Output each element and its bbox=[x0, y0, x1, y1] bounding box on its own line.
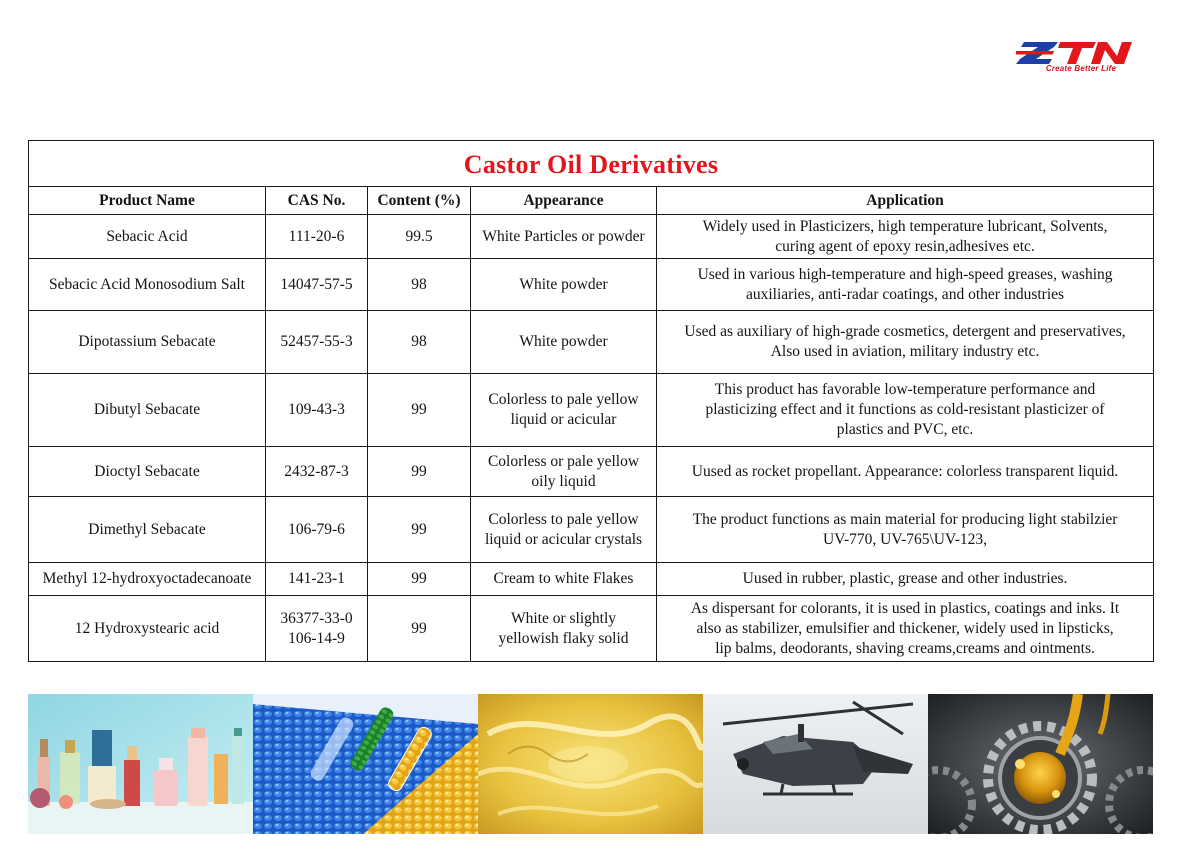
cell-line: White or slightly bbox=[510, 609, 617, 627]
cell-line: 111-20-6 bbox=[288, 227, 345, 245]
product-name: Dimethyl Sebacate bbox=[88, 520, 206, 538]
header-appearance: Appearance bbox=[471, 187, 657, 215]
pellets-photo bbox=[253, 694, 478, 834]
cell-line: liquid or acicular crystals bbox=[484, 530, 643, 548]
cell-line: The product functions as main material for producing light stabilzier bbox=[692, 510, 1118, 528]
content-value: 99.5 bbox=[405, 227, 433, 245]
cas-number-cell bbox=[266, 259, 368, 311]
product-name: Sebacic Acid Monosodium Salt bbox=[49, 275, 245, 293]
header-cas-no: CAS No. bbox=[266, 187, 368, 215]
header-application: Application bbox=[657, 187, 1154, 215]
content-cell bbox=[368, 311, 471, 374]
cell-line: Also used in aviation, military industry etc. bbox=[770, 343, 1040, 360]
header-content: Content (%) bbox=[368, 187, 471, 215]
cas-number-cell bbox=[266, 447, 368, 497]
cas-number-cell bbox=[266, 563, 368, 596]
product-name: 12 Hydroxystearic acid bbox=[74, 619, 220, 637]
content-value: 98 bbox=[411, 333, 427, 350]
cell-line: 14047-57-5 bbox=[280, 275, 353, 293]
cell-line: Colorless or pale yellow bbox=[487, 452, 640, 470]
cas-number-cell bbox=[266, 596, 368, 662]
product-name-cell bbox=[29, 596, 266, 662]
content-value: 99 bbox=[411, 619, 427, 637]
product-name-cell bbox=[29, 497, 266, 563]
header-product-name: Product Name bbox=[29, 187, 266, 215]
content-value: 98 bbox=[411, 275, 427, 293]
table-row bbox=[29, 215, 1154, 259]
appearance-cell bbox=[471, 447, 657, 497]
cas-number-cell bbox=[266, 374, 368, 447]
content-cell bbox=[368, 374, 471, 447]
product-name: Sebacic Acid bbox=[106, 227, 188, 245]
product-name-cell bbox=[29, 311, 266, 374]
cas-number-cell bbox=[266, 497, 368, 563]
application-photo-strip bbox=[28, 694, 1153, 834]
appearance-cell bbox=[471, 563, 657, 596]
product-name: Dibutyl Sebacate bbox=[93, 401, 201, 418]
product-name: Dioctyl Sebacate bbox=[94, 462, 200, 480]
table-row bbox=[29, 374, 1154, 447]
cell-line: Uused in rubber, plastic, grease and other industries. bbox=[742, 570, 1068, 587]
cell-line: Colorless to pale yellow bbox=[488, 510, 639, 528]
cell-line: yellowish flaky solid bbox=[498, 629, 629, 647]
product-name-cell bbox=[29, 215, 266, 259]
logo-tagline: Create Better Life bbox=[1045, 64, 1117, 73]
content-value: 99 bbox=[411, 520, 427, 538]
table-row bbox=[29, 563, 1154, 596]
cell-line: 106-79-6 bbox=[288, 520, 345, 538]
application-cell bbox=[657, 447, 1154, 497]
appearance-cell bbox=[471, 374, 657, 447]
application-cell bbox=[657, 497, 1154, 563]
cell-line: plasticizing effect and it functions as cold-resistant plasticizer of bbox=[705, 401, 1105, 418]
content-value: 99 bbox=[411, 570, 427, 587]
product-name: Methyl 12-hydroxyoctadecanoate bbox=[42, 570, 252, 587]
content-value: 99 bbox=[411, 462, 427, 480]
appearance-cell bbox=[471, 497, 657, 563]
content-cell bbox=[368, 259, 471, 311]
appearance-cell bbox=[471, 596, 657, 662]
table-row bbox=[29, 259, 1154, 311]
cell-line: White powder bbox=[519, 275, 608, 293]
appearance-cell bbox=[471, 311, 657, 374]
application-cell bbox=[657, 374, 1154, 447]
cell-line: 106-14-9 bbox=[288, 629, 345, 647]
application-cell bbox=[657, 215, 1154, 259]
cas-number-cell bbox=[266, 311, 368, 374]
header-row bbox=[29, 187, 1154, 215]
cell-line: Cream to white Flakes bbox=[493, 570, 634, 587]
cell-line: oily liquid bbox=[531, 472, 596, 490]
table-title: Castor Oil Derivatives bbox=[463, 149, 719, 179]
content-cell bbox=[368, 596, 471, 662]
cell-line: lip balms, deodorants, shaving creams,creams and ointments. bbox=[715, 639, 1095, 657]
logo-mark-icon bbox=[1016, 40, 1142, 66]
cell-line: White powder bbox=[519, 333, 608, 350]
cell-line: White Particles or powder bbox=[482, 227, 645, 245]
cell-line: As dispersant for colorants, it is used in plastics, coatings and inks. It bbox=[690, 599, 1120, 617]
table-row bbox=[29, 447, 1154, 497]
application-cell bbox=[657, 596, 1154, 662]
cell-line: 36377-33-0 bbox=[280, 609, 353, 627]
cell-line: liquid or acicular bbox=[510, 411, 617, 428]
product-name: Dipotassium Sebacate bbox=[78, 333, 216, 350]
table-row bbox=[29, 596, 1154, 662]
cell-line: curing agent of epoxy resin,adhesives etc. bbox=[775, 237, 1035, 255]
content-value: 99 bbox=[411, 401, 427, 418]
appearance-cell bbox=[471, 215, 657, 259]
cell-line: 52457-55-3 bbox=[280, 333, 353, 350]
content-cell bbox=[368, 563, 471, 596]
cell-line: Uused as rocket propellant. Appearance: colorless transparent liquid. bbox=[691, 462, 1119, 480]
cell-line: Widely used in Plasticizers, high temperature lubricant, Solvents, bbox=[702, 217, 1108, 235]
table-row bbox=[29, 311, 1154, 374]
cell-line: also as stabilizer, emulsifier and thickener, widely used in lipsticks, bbox=[696, 619, 1114, 637]
helicopter-photo bbox=[703, 694, 928, 834]
cell-line: This product has favorable low-temperature performance and bbox=[714, 381, 1096, 398]
cas-number-cell bbox=[266, 215, 368, 259]
content-cell bbox=[368, 447, 471, 497]
application-cell bbox=[657, 311, 1154, 374]
product-name-cell bbox=[29, 447, 266, 497]
product-name-cell bbox=[29, 563, 266, 596]
table-row bbox=[29, 497, 1154, 563]
cosmetics-photo bbox=[28, 694, 253, 834]
cell-line: 2432-87-3 bbox=[284, 462, 349, 480]
cell-line: Used in various high-temperature and high-speed greases, washing bbox=[697, 265, 1113, 283]
derivatives-table-container bbox=[28, 140, 1153, 662]
table-title-cell bbox=[29, 141, 1154, 187]
application-cell bbox=[657, 563, 1154, 596]
appearance-cell bbox=[471, 259, 657, 311]
cell-line: Colorless to pale yellow bbox=[488, 391, 639, 408]
cell-line: Used as auxiliary of high-grade cosmetics, detergent and preservatives, bbox=[684, 323, 1126, 340]
application-cell bbox=[657, 259, 1154, 311]
grease-photo bbox=[478, 694, 703, 834]
table-body bbox=[29, 215, 1154, 662]
cell-line: 109-43-3 bbox=[288, 401, 345, 418]
gears-photo bbox=[928, 694, 1153, 834]
product-name-cell bbox=[29, 374, 266, 447]
derivatives-table bbox=[28, 140, 1154, 662]
cell-line: 141-23-1 bbox=[288, 570, 345, 587]
cell-line: UV-770, UV-765\UV-123, bbox=[823, 530, 988, 548]
cell-line: plastics and PVC, etc. bbox=[836, 421, 974, 438]
product-name-cell bbox=[29, 259, 266, 311]
content-cell bbox=[368, 497, 471, 563]
content-cell bbox=[368, 215, 471, 259]
cell-line: auxiliaries, anti-radar coatings, and other industries bbox=[745, 285, 1065, 303]
